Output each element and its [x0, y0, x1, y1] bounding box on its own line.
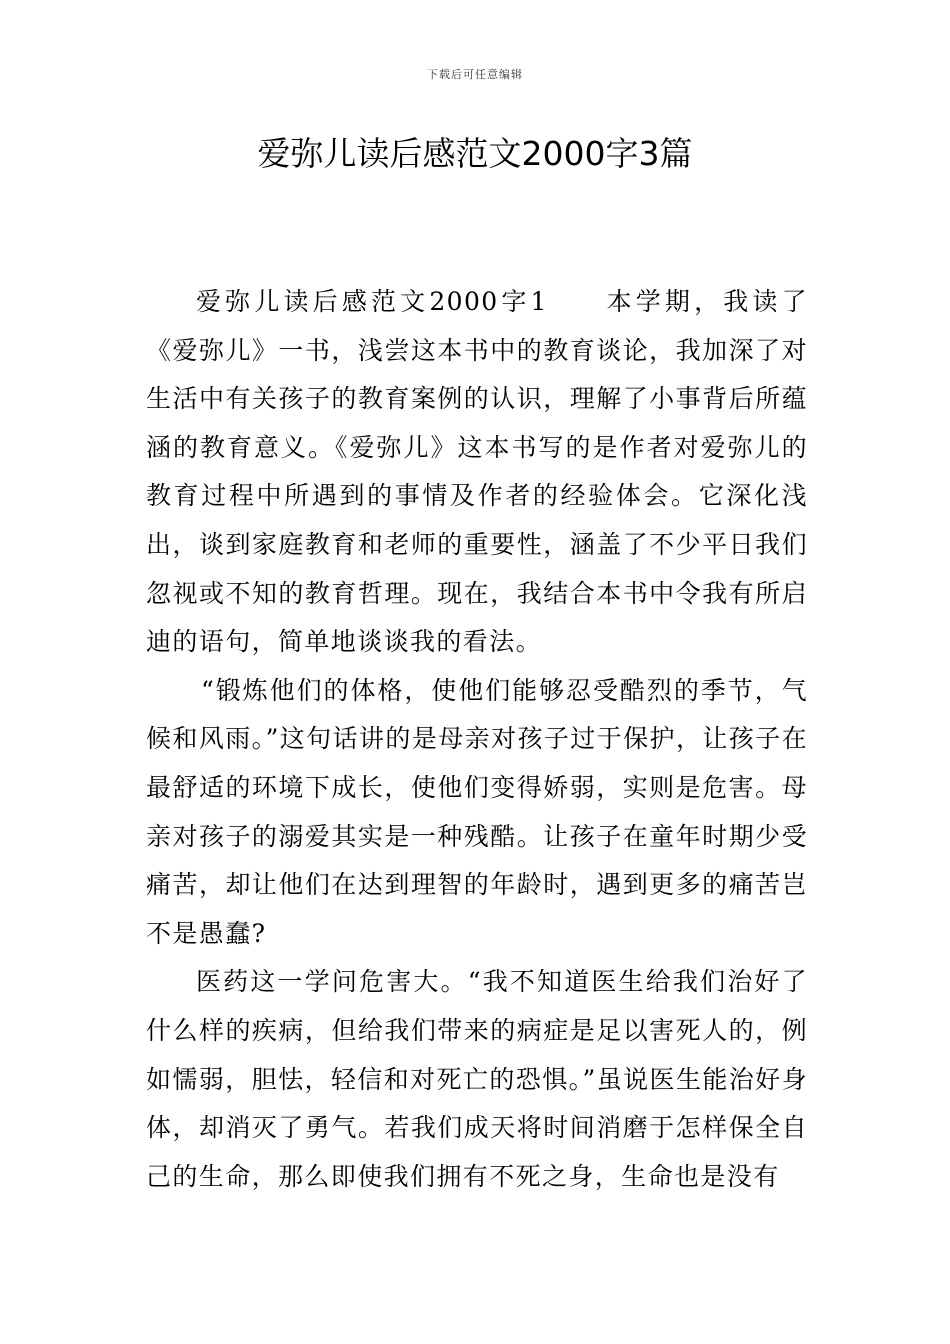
header-note: 下载后可任意编辑 [427, 68, 523, 81]
document-title: 爱弥儿读后感范文2000字3篇 [257, 134, 693, 173]
paragraph-1 [146, 278, 808, 667]
document-body [146, 278, 808, 1201]
paragraph-text: 本学期，我读了《爱弥儿》一书，浅尝这本书中的教育谈论，我加深了对生活中有关孩子的教育案例的认识，理解了小事背后所蕴涵的教育意义。《爱弥儿》这本书写的是作者对爱弥儿的教育过程中所遇到的事情及作者的经验体会。它深化浅出，谈到家庭教育和老师的重要性，涵盖了不少平日我们忽视或不知的教育哲理。现在，我结合本书中令我有所启迪的语句，简单地谈谈我的看法。 [146, 287, 808, 657]
paragraph-3: 医药这一学问危害大。“我不知道医生给我们治好了什么样的疾病，但给我们带来的病症是足以害死人的，例如懦弱，胆怯，轻信和对死亡的恐惧。”虽说医生能治好身体，却消灭了勇气。若我们成天将时间消磨于怎样保全自己的生命，那么即使我们拥有不死之身，生命也是没有 [146, 967, 808, 1191]
paragraph-2: “锻炼他们的体格，使他们能够忍受酷烈的季节，气候和风雨。”这句话讲的是母亲对孩子过于保护，让孩子在最舒适的环境下成长，使他们变得娇弱，实则是危害。母亲对孩子的溺爱其实是一种残酷。让孩子在童年时期少受痛苦，却让他们在达到理智的年龄时，遇到更多的痛苦岂不是愚蠢? [146, 675, 808, 948]
section-subhead: 爱弥儿读后感范文2000字1 [196, 287, 548, 316]
